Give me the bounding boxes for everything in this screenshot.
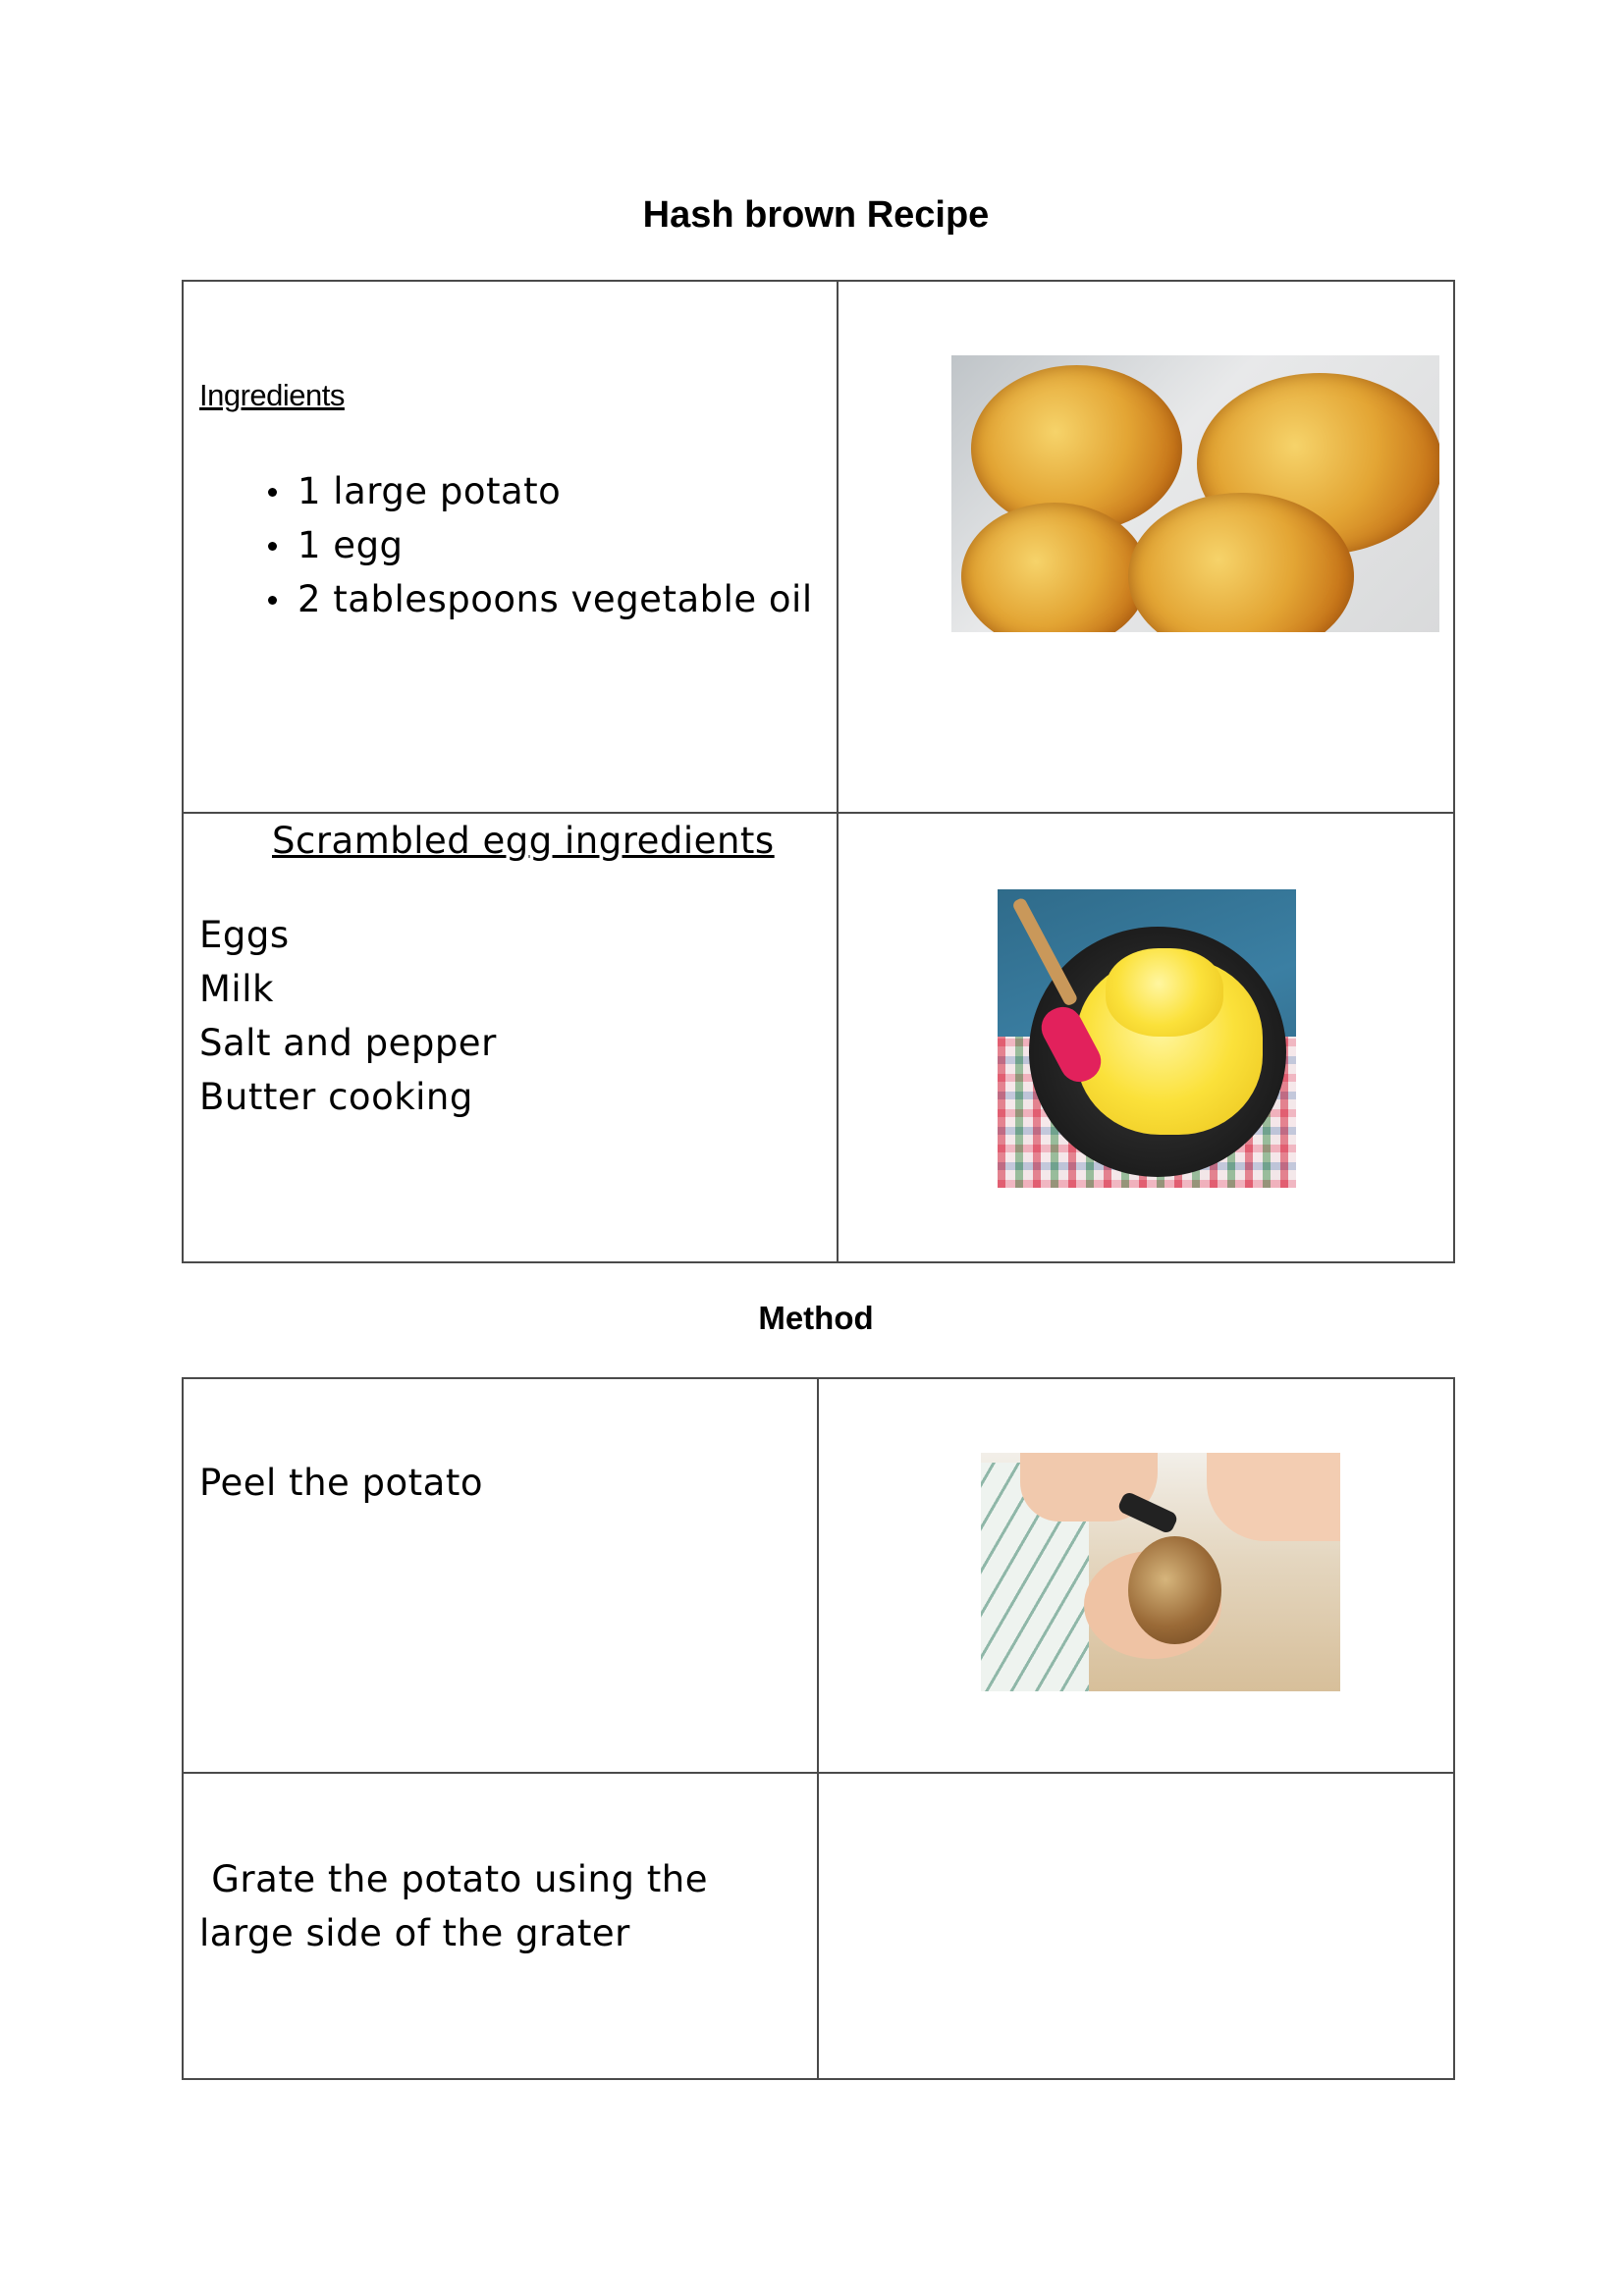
- ingredients-list: [199, 464, 813, 626]
- table-row: [183, 813, 1454, 1262]
- hashbrown-photo-cell: [838, 281, 1454, 813]
- hash-brown-photo: [951, 355, 1439, 632]
- scrambled-egg-list: [199, 908, 497, 1124]
- bullet-icon: [268, 542, 277, 551]
- method-table: [182, 1377, 1455, 2080]
- method-step-cell: [183, 1378, 818, 1773]
- scrambled-egg-cell: [183, 813, 838, 1262]
- list-item: 2 tablespoons vegetable oil: [199, 572, 813, 626]
- scrambled-egg-heading: Scrambled egg ingredients: [272, 820, 775, 862]
- ingredients-cell: [183, 281, 838, 813]
- table-row: [183, 1378, 1454, 1773]
- peel-photo-cell: [818, 1378, 1454, 1773]
- list-item: 1 large potato: [199, 464, 813, 518]
- bullet-icon: [268, 596, 277, 605]
- ingredients-heading: Ingredients: [199, 378, 345, 412]
- peeling-potato-photo: [981, 1453, 1340, 1691]
- table-row: [183, 281, 1454, 813]
- bullet-icon: [268, 488, 277, 497]
- table-row: [183, 1773, 1454, 2079]
- scrambled-egg-photo: [998, 889, 1296, 1188]
- method-step-cell: [183, 1773, 818, 2079]
- list-item: Eggs: [199, 914, 290, 956]
- list-item: Butter cooking: [199, 1076, 473, 1118]
- list-item: Salt and pepper: [199, 1022, 497, 1064]
- step-text: Peel the potato: [199, 1462, 483, 1504]
- empty-photo-cell: [818, 1773, 1454, 2079]
- method-title: Method: [758, 1300, 874, 1336]
- step-text: Grate the potato using the large side of the grater: [199, 1858, 721, 1954]
- list-item: 1 egg: [199, 518, 813, 572]
- list-item: Milk: [199, 968, 274, 1010]
- page-title: Hash brown Recipe: [642, 194, 990, 236]
- scrambled-egg-photo-cell: [838, 813, 1454, 1262]
- ingredients-table: [182, 280, 1455, 1263]
